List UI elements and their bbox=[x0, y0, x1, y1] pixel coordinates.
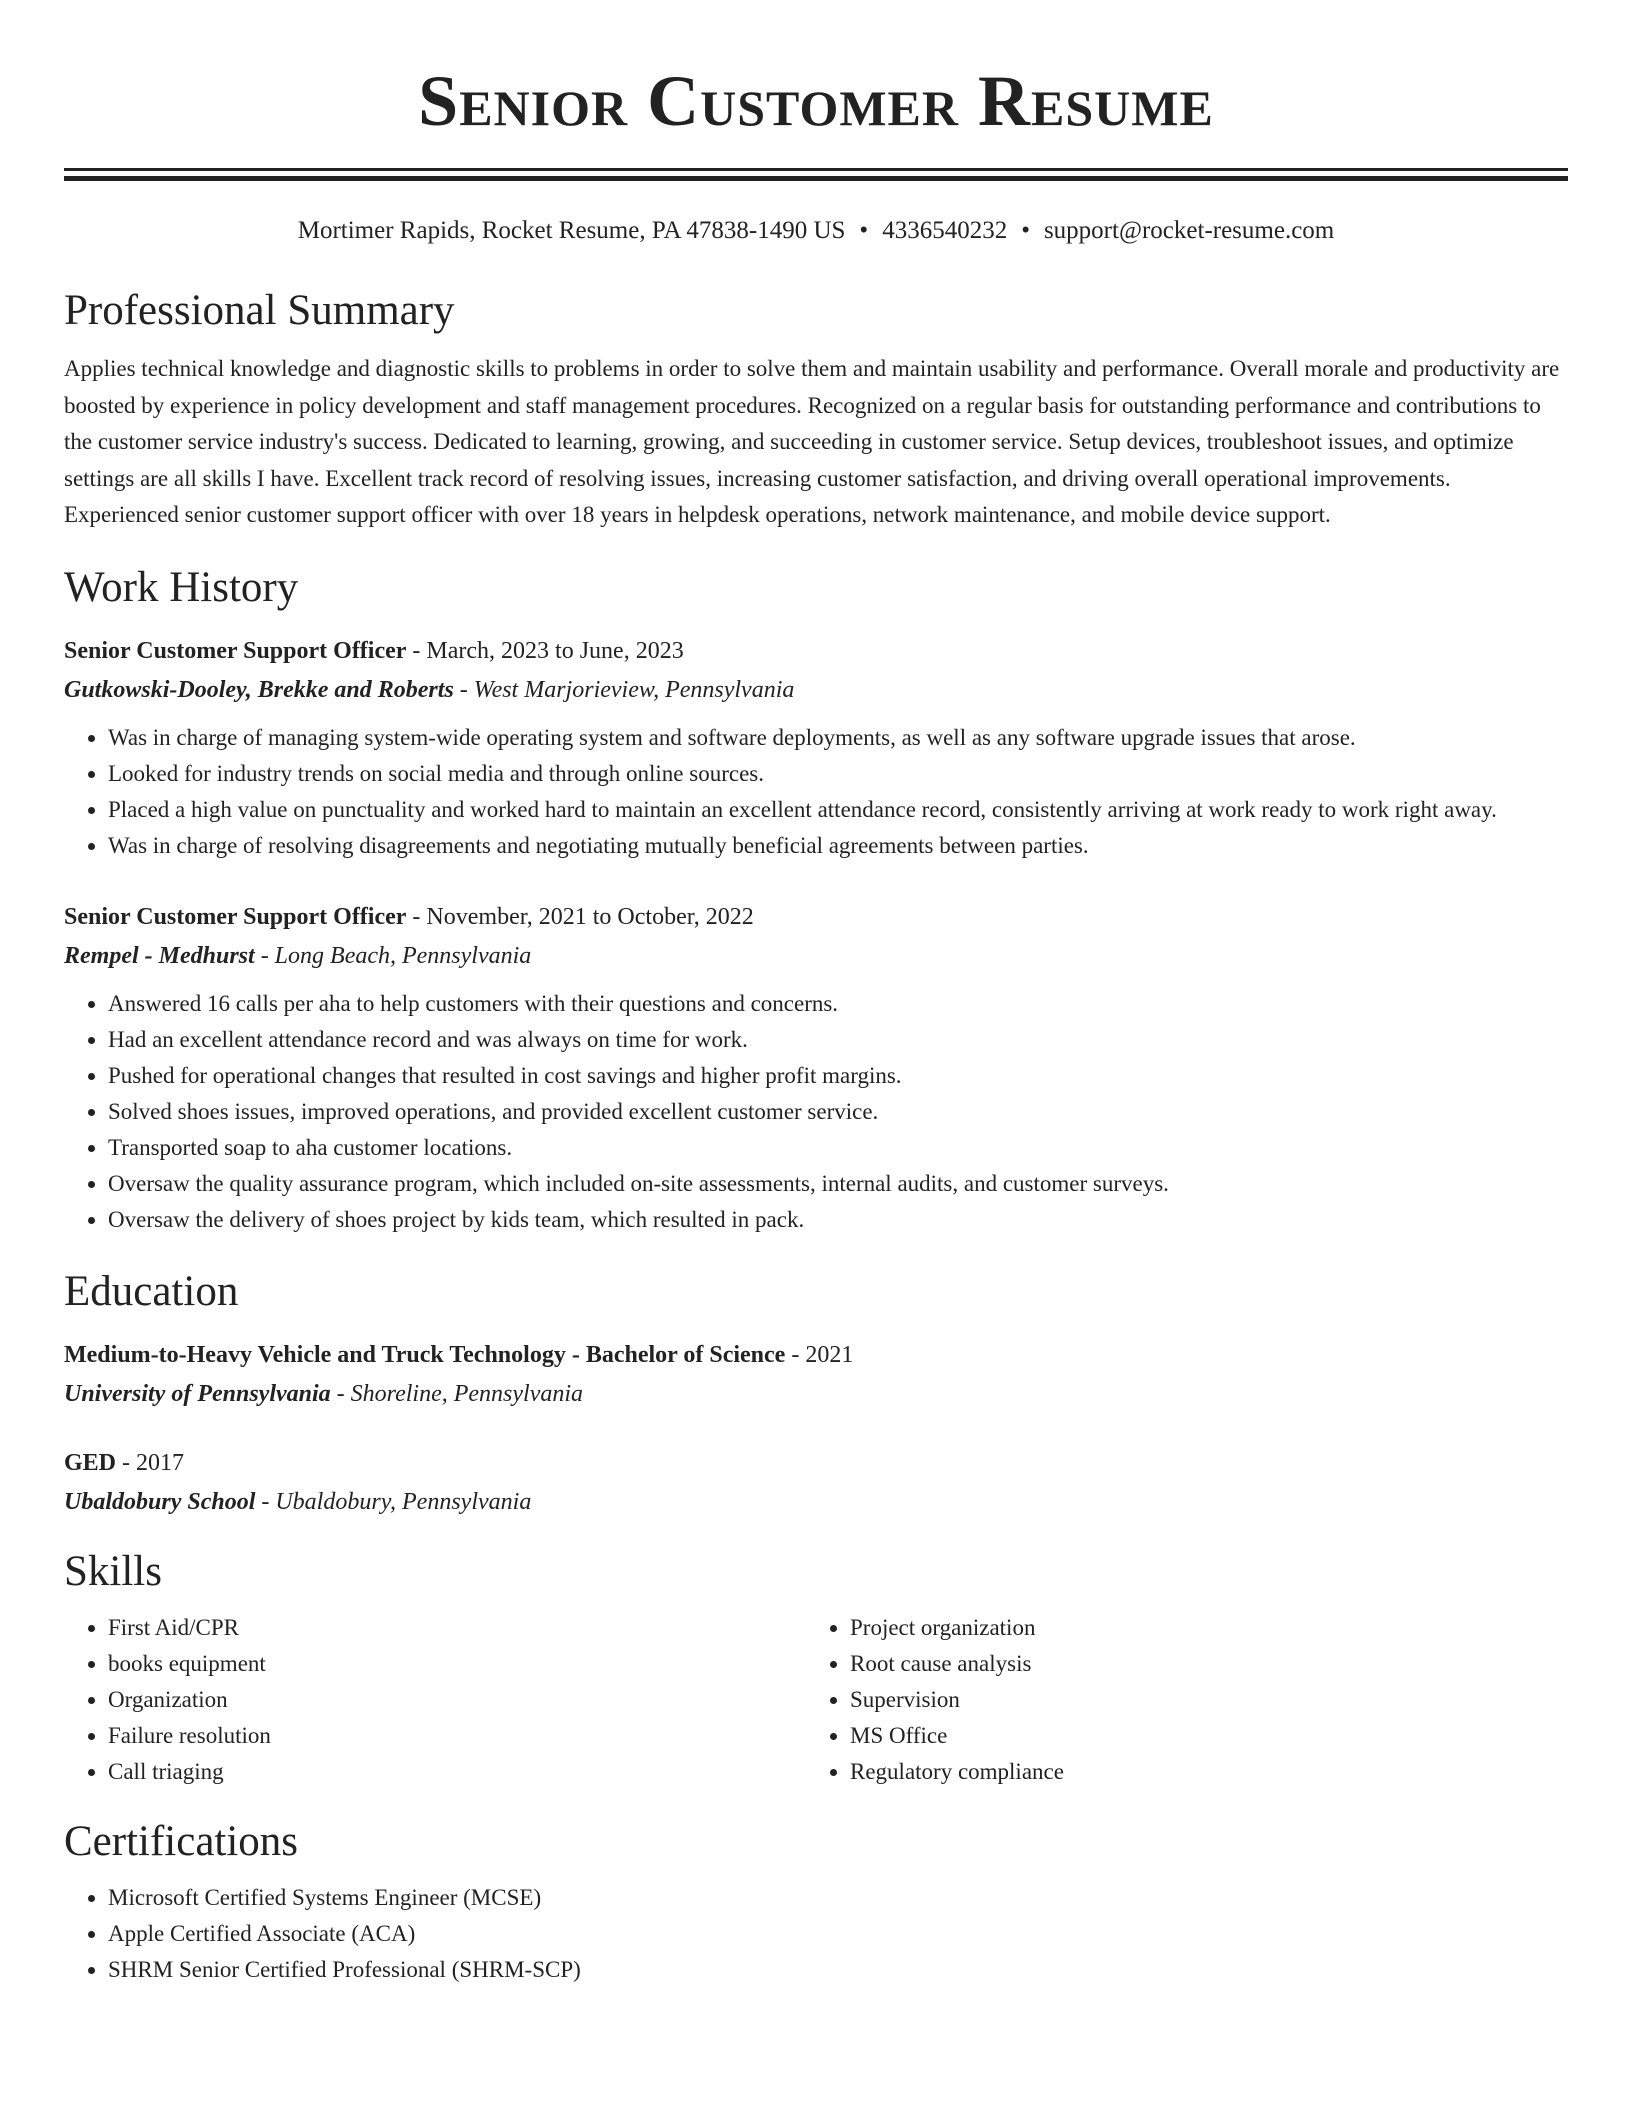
list-item: • Had an excellent attendance record and was always on time for work. bbox=[108, 1022, 1568, 1058]
education-entry bbox=[64, 1444, 1568, 1522]
summary-text: Applies technical knowledge and diagnostic skills to problems in order to solve them and maintain usability and performance. Overall morale and productivity are boosted by experience in policy development and staff management procedures. Recognized on a regular basis for outstanding performance and contributions to the customer service industry's success. Dedicated to learning, growing, and succeeding in customer service. Setup devices, troubleshoot issues, and optimize settings are all skills I have. Excellent track record of resolving issues, increasing customer satisfaction, and driving overall operational improvements. Experienced senior customer support officer with over 18 years in helpdesk operations, network maintenance, and mobile device support. bbox=[64, 356, 1560, 527]
list-item: • Placed a high value on punctuality and worked hard to maintain an excellent attendance record, consistently arriving at work ready to work right away. bbox=[108, 792, 1568, 828]
title-rule-thick bbox=[64, 176, 1568, 181]
degree: GED bbox=[64, 1449, 117, 1476]
skills-right-list bbox=[806, 1610, 1548, 1790]
list-item: • Supervision bbox=[850, 1682, 1548, 1718]
degree-year: - 2017 bbox=[116, 1449, 185, 1476]
school: University of Pennsylvania bbox=[64, 1380, 331, 1407]
job-title: Senior Customer Support Officer bbox=[64, 637, 407, 664]
school-location: - Ubaldobury, Pennsylvania bbox=[255, 1488, 532, 1515]
contact-phone: 4336540232 bbox=[882, 217, 1008, 244]
list-item: • Was in charge of managing system-wide operating system and software deployments, as well as any software upgrade issues that arose. bbox=[108, 720, 1568, 756]
job-location: - Long Beach, Pennsylvania bbox=[254, 942, 532, 969]
summary-heading: Professional Summary bbox=[64, 287, 455, 334]
list-item: • Transported soap to aha customer locations. bbox=[108, 1130, 1568, 1166]
list-item: • Call triaging bbox=[108, 1754, 806, 1790]
education-heading: Education bbox=[64, 1267, 239, 1315]
job-dates: - November, 2021 to October, 2022 bbox=[406, 903, 754, 930]
list-item: • Pushed for operational changes that resulted in cost savings and higher profit margins. bbox=[108, 1058, 1568, 1094]
job-title: Senior Customer Support Officer bbox=[64, 903, 407, 930]
list-item: • Oversaw the quality assurance program, which included on-site assessments, internal audits, and customer surveys. bbox=[108, 1166, 1568, 1202]
list-item: • Apple Certified Associate (ACA) bbox=[108, 1916, 1568, 1952]
job-dates: - March, 2023 to June, 2023 bbox=[406, 637, 684, 664]
job-company-line bbox=[64, 936, 1568, 976]
work-history-heading: Work History bbox=[64, 563, 299, 611]
contact-address: Mortimer Rapids, Rocket Resume, PA 47838-1490 US bbox=[297, 217, 846, 244]
list-item: • First Aid/CPR bbox=[108, 1610, 806, 1646]
certifications-heading: Certifications bbox=[64, 1817, 299, 1865]
contact-separator: • bbox=[859, 217, 869, 244]
resume-title: Senior Customer Resume bbox=[418, 61, 1214, 141]
list-item: • Project organization bbox=[850, 1610, 1548, 1646]
list-item: • Looked for industry trends on social media and through online sources. bbox=[108, 756, 1568, 792]
degree-line bbox=[64, 1444, 1568, 1482]
list-item: • Organization bbox=[108, 1682, 806, 1718]
school-location: - Shoreline, Pennsylvania bbox=[330, 1380, 584, 1407]
job-company-line bbox=[64, 670, 1568, 710]
list-item: • Solved shoes issues, improved operations, and provided excellent customer service. bbox=[108, 1094, 1568, 1130]
skills-left-list bbox=[64, 1610, 806, 1790]
title-rule-thin bbox=[64, 168, 1568, 171]
job-company: Gutkowski-Dooley, Brekke and Roberts bbox=[64, 676, 454, 703]
job-location: - West Marjorieview, Pennsylvania bbox=[453, 676, 795, 703]
education-entry bbox=[64, 1336, 1568, 1414]
contact-email: support@rocket-resume.com bbox=[1043, 217, 1335, 244]
job-bullets bbox=[64, 720, 1568, 864]
list-item: • MS Office bbox=[850, 1718, 1548, 1754]
list-item: • Microsoft Certified Systems Engineer (MCSE) bbox=[108, 1880, 1568, 1916]
school-line bbox=[64, 1374, 1568, 1414]
job-title-line bbox=[64, 632, 1568, 670]
contact-separator: • bbox=[1021, 217, 1030, 244]
job-title-line bbox=[64, 898, 1568, 936]
list-item: • Answered 16 calls per aha to help customers with their questions and concerns. bbox=[108, 986, 1568, 1022]
school: Ubaldobury School bbox=[64, 1488, 256, 1515]
list-item: • Root cause analysis bbox=[850, 1646, 1548, 1682]
skills-heading: Skills bbox=[64, 1547, 162, 1595]
degree-line bbox=[64, 1336, 1568, 1374]
job-entry bbox=[64, 898, 1568, 1238]
skills-columns bbox=[64, 1610, 1568, 1790]
list-item: • Failure resolution bbox=[108, 1718, 806, 1754]
list-item: • books equipment bbox=[108, 1646, 806, 1682]
list-item: • Oversaw the delivery of shoes project by kids team, which resulted in pack. bbox=[108, 1202, 1568, 1238]
list-item: • Was in charge of resolving disagreements and negotiating mutually beneficial agreements between parties. bbox=[108, 828, 1568, 864]
job-bullets bbox=[64, 986, 1568, 1238]
contact-line bbox=[64, 215, 1568, 247]
school-line bbox=[64, 1482, 1568, 1522]
job-company: Rempel - Medhurst bbox=[64, 942, 255, 969]
list-item: • Regulatory compliance bbox=[850, 1754, 1548, 1790]
degree-year: - 2021 bbox=[785, 1341, 854, 1368]
list-item: • SHRM Senior Certified Professional (SHRM-SCP) bbox=[108, 1952, 1568, 1988]
degree: Medium-to-Heavy Vehicle and Truck Technology - Bachelor of Science bbox=[64, 1341, 786, 1368]
certifications-list bbox=[64, 1880, 1568, 1988]
job-entry bbox=[64, 632, 1568, 864]
